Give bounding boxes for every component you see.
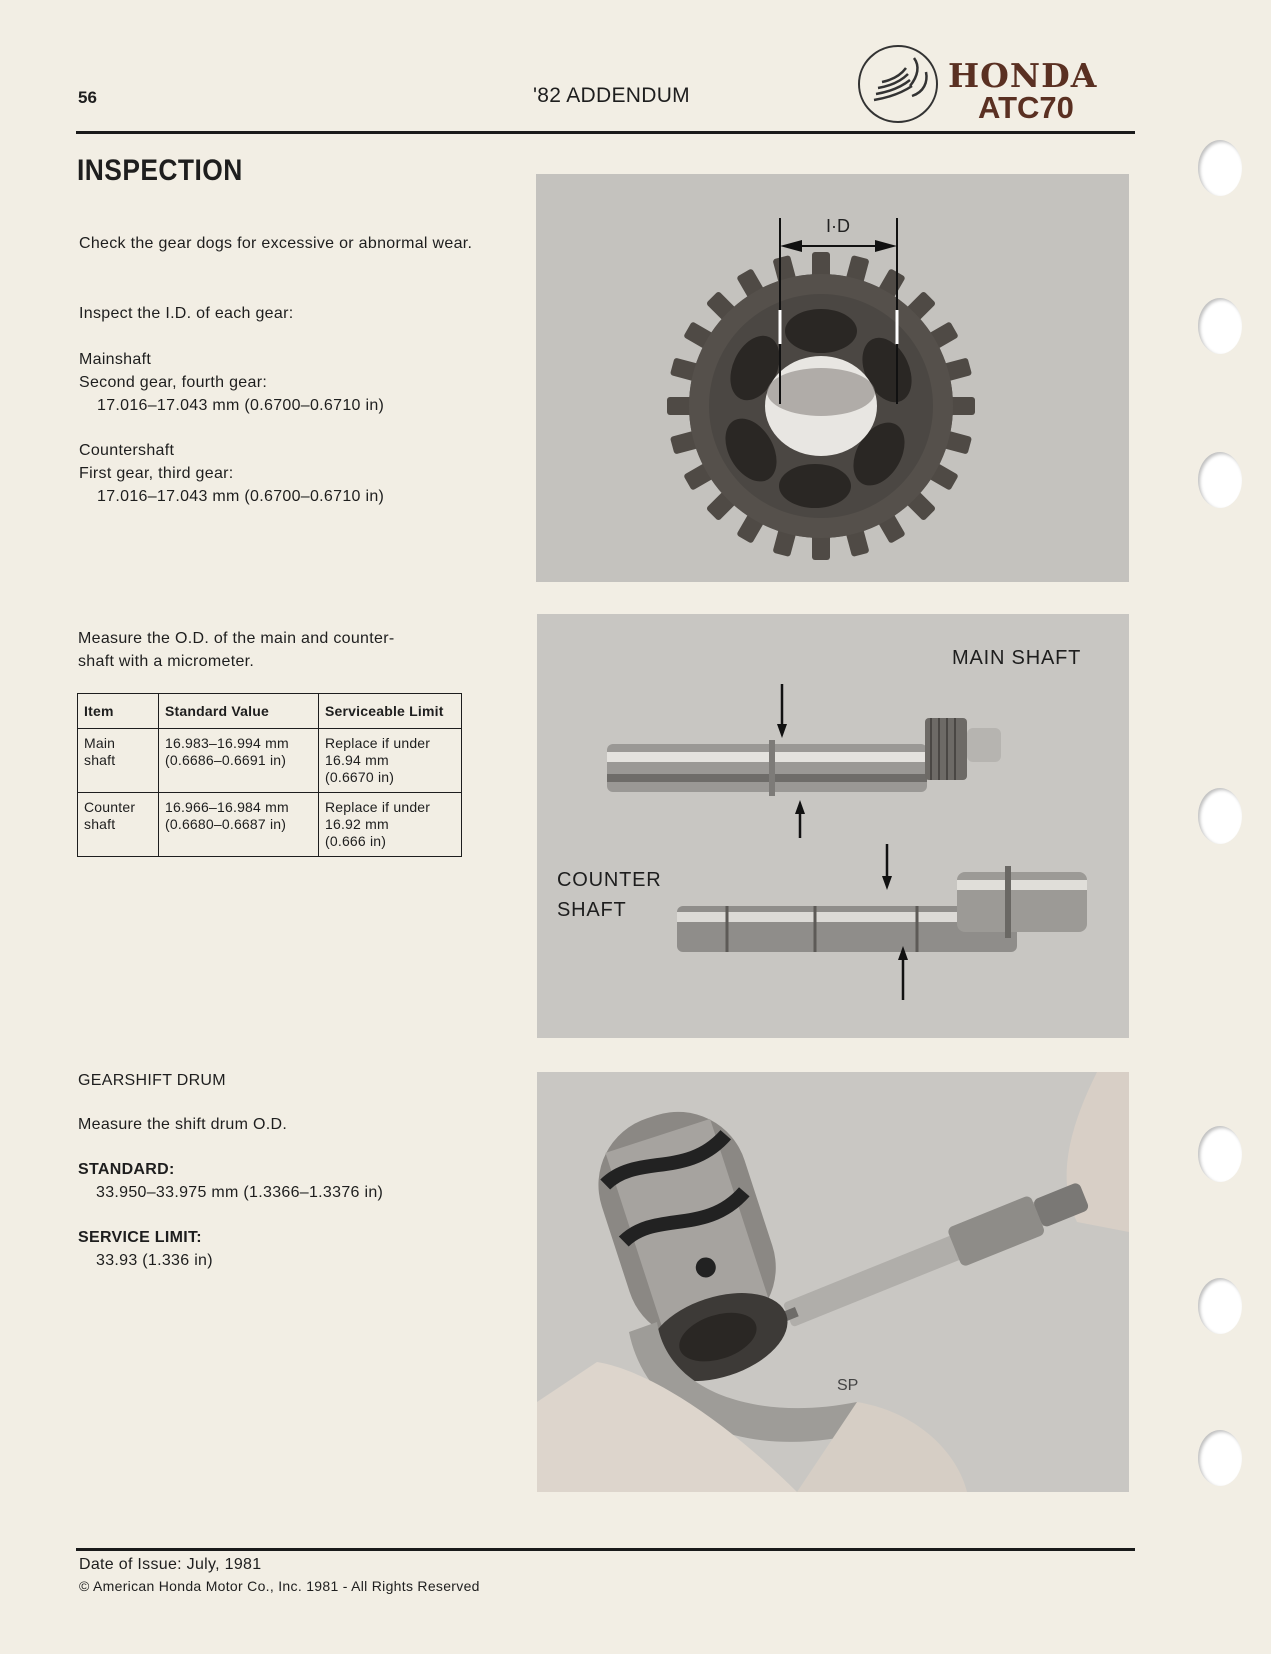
copyright: © American Honda Motor Co., Inc. 1981 - All Rights Reserved — [79, 1578, 480, 1594]
addendum-title: '82 ADDENDUM — [533, 84, 690, 107]
gear-dogs-paragraph: Check the gear dogs for excessive or abnormal wear. — [79, 235, 473, 252]
limit-line: 16.92 mm — [325, 816, 389, 832]
shafts-photo — [537, 614, 1129, 1038]
standard-value: 33.950–33.975 mm (1.3366–1.3376 in) — [96, 1184, 384, 1201]
micrometer-mark: SP — [837, 1377, 859, 1394]
gear-photo — [536, 174, 1129, 582]
item-line: Counter — [84, 799, 136, 815]
mainshaft-gears: Second gear, fourth gear: — [79, 374, 268, 391]
mainshaft-block — [79, 348, 384, 417]
shaft-measure-line-1: Measure the O.D. of the main and counter- — [78, 630, 395, 647]
drum-paragraph: Measure the shift drum O.D. — [78, 1116, 288, 1133]
table-cell-item — [78, 793, 159, 857]
table-cell-limit — [319, 729, 462, 793]
service-limit-label: SERVICE LIMIT: — [78, 1229, 202, 1246]
countershaft-block — [79, 439, 384, 508]
page-title: INSPECTION — [77, 154, 243, 187]
shaft-measure-line-2: shaft with a micrometer. — [78, 653, 255, 670]
binder-hole — [1198, 788, 1242, 844]
drum-limit-block — [78, 1226, 213, 1272]
mainshaft-value: 17.016–17.043 mm (0.6700–0.6710 in) — [97, 397, 385, 414]
binder-hole — [1198, 452, 1242, 508]
limit-line: 16.94 mm — [325, 752, 389, 768]
limit-line: (0.6670 in) — [325, 769, 395, 785]
limit-line: (0.666 in) — [325, 833, 387, 849]
standard-line: (0.6680–0.6687 in) — [165, 816, 287, 832]
mainshaft-label: Mainshaft — [79, 351, 152, 368]
standard-line: 16.983–16.994 mm — [165, 735, 289, 751]
counter-shaft-label-line-1: COUNTER — [557, 869, 662, 891]
limit-line: Replace if under — [325, 799, 431, 815]
countershaft-value: 17.016–17.043 mm (0.6700–0.6710 in) — [97, 488, 385, 505]
table-header-row — [78, 694, 462, 729]
table-cell-standard — [159, 729, 319, 793]
item-line: shaft — [84, 752, 116, 768]
table-cell-item — [78, 729, 159, 793]
page-number: 56 — [78, 88, 97, 107]
header-serviceable-limit: Serviceable Limit — [319, 694, 462, 729]
binder-hole — [1198, 1278, 1242, 1334]
footer-rule — [76, 1548, 1135, 1551]
standard-label: STANDARD: — [78, 1161, 175, 1178]
standard-line: 16.966–16.984 mm — [165, 799, 289, 815]
main-shaft-label: MAIN SHAFT — [952, 647, 1082, 669]
binder-hole — [1198, 140, 1242, 196]
model-name: ATC70 — [978, 90, 1074, 125]
drum-title: GEARSHIFT DRUM — [78, 1072, 226, 1089]
item-line: Main — [84, 735, 116, 751]
shaft-measure-paragraph — [78, 627, 394, 673]
counter-shaft-label-line-2: SHAFT — [557, 899, 627, 921]
spec-table — [77, 693, 462, 857]
binder-hole — [1198, 1430, 1242, 1486]
drum-photo — [537, 1072, 1129, 1492]
brand-name: HONDA — [948, 56, 1098, 95]
header-standard-value: Standard Value — [159, 694, 319, 729]
header-rule — [76, 131, 1135, 134]
inspect-id-paragraph: Inspect the I.D. of each gear: — [79, 305, 294, 322]
countershaft-label: Countershaft — [79, 442, 175, 459]
item-line: shaft — [84, 816, 116, 832]
table-row — [78, 729, 462, 793]
table-cell-limit — [319, 793, 462, 857]
countershaft-gears: First gear, third gear: — [79, 465, 234, 482]
issue-date: Date of Issue: July, 1981 — [79, 1556, 262, 1573]
id-dimension-label: I·D — [826, 216, 850, 236]
honda-wing-logo — [856, 42, 940, 126]
standard-line: (0.6686–0.6691 in) — [165, 752, 287, 768]
binder-hole — [1198, 298, 1242, 354]
table-row — [78, 793, 462, 857]
binder-hole — [1198, 1126, 1242, 1182]
service-limit-value: 33.93 (1.336 in) — [96, 1252, 213, 1269]
limit-line: Replace if under — [325, 735, 431, 751]
table-cell-standard — [159, 793, 319, 857]
header-item: Item — [78, 694, 159, 729]
drum-standard-block — [78, 1158, 383, 1204]
